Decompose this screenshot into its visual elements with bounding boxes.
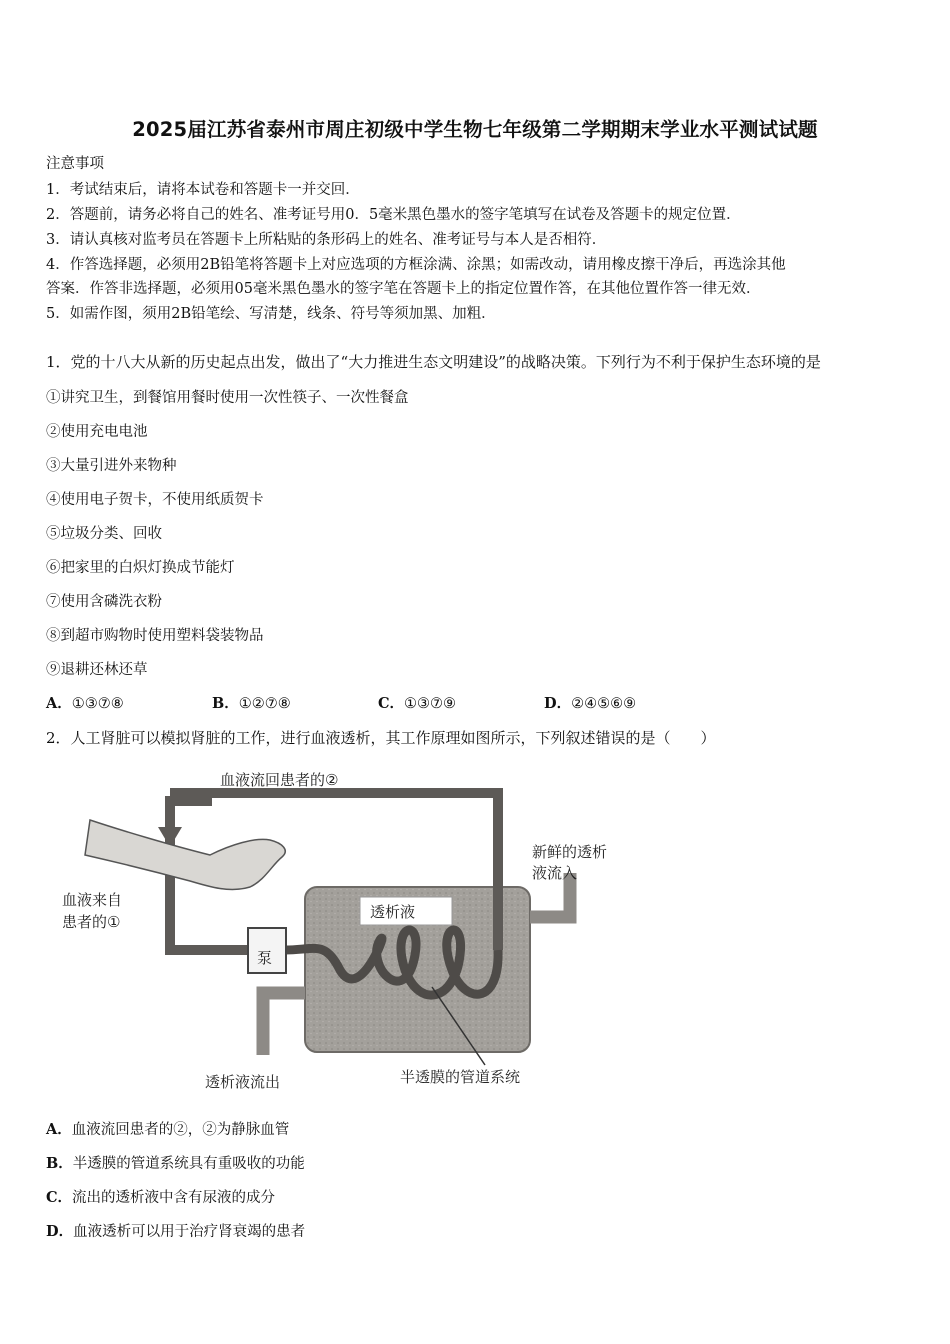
label-fresh-2: 液流入 [532, 864, 578, 882]
option-c[interactable]: C．流出的透析液中含有尿液的成分 [46, 1189, 276, 1206]
notice-item: 5．如需作图，须用2B铅笔绘、写清楚，线条、符号等须加黑、加粗． [46, 306, 496, 322]
option-a[interactable]: A．血液流回患者的②，②为静脉血管 [46, 1121, 290, 1138]
notice-item: 答案．作答非选择题，必须用05毫米黑色墨水的签字笔在答题卡上的指定位置作答，在其他位置作答一律无效． [46, 281, 761, 297]
label-membrane: 半透膜的管道系统 [400, 1068, 521, 1086]
question-1-item: ⑧到超市购物时使用塑料袋装物品 [46, 628, 264, 644]
notice-heading: 注意事项 [46, 156, 104, 172]
question-1-item: ②使用充电电池 [46, 424, 148, 440]
question-1-item: ⑥把家里的白炽灯换成节能灯 [46, 560, 235, 576]
question-1-item: ⑨退耕还林还草 [46, 662, 148, 678]
question-1-item: ④使用电子贺卡，不使用纸质贺卡 [46, 492, 264, 508]
question-1-stem: 1．党的十八大从新的历史起点出发，做出了“大力推进生态文明建设”的战略决策。下列行为不利于保护生态环境的是 [46, 353, 821, 371]
notice-item: 3．请认真核对监考员在答题卡上所粘贴的条形码上的姓名、准考证号与本人是否相符． [46, 232, 607, 248]
option-c[interactable]: C．①③⑦⑨ [378, 695, 457, 712]
question-2-stem: 2．人工肾脏可以模拟肾脏的工作，进行血液透析，其工作原理如图所示，下列叙述错误的是（ ） [46, 729, 716, 747]
dialysis-diagram [60, 765, 640, 1095]
label-dialysate: 透析液 [370, 903, 416, 921]
question-1-options [46, 692, 710, 713]
notice-item: 1．考试结束后，请将本试卷和答题卡一并交回． [46, 182, 360, 198]
label-fresh-1: 新鲜的透析 [532, 843, 608, 861]
page-title: 2025届江苏省泰州市周庄初级中学生物七年级第二学期期末学业水平测试试题 [132, 118, 818, 141]
option-a[interactable]: A．①③⑦⑧ [46, 695, 124, 712]
label-blood-from-2: 患者的① [62, 913, 121, 931]
outlet-pipe [263, 993, 305, 1055]
option-b[interactable]: B．半透膜的管道系统具有重吸收的功能 [46, 1155, 305, 1172]
notice-item: 4．作答选择题，必须用2B铅笔将答题卡上对应选项的方框涂满、涂黑；如需改动，请用橡皮擦干净后，再选涂其他 [46, 257, 786, 273]
label-outflow: 透析液流出 [205, 1073, 281, 1091]
question-1-item: ⑤垃圾分类、回收 [46, 526, 162, 542]
question-1-item: ③大量引进外来物种 [46, 458, 177, 474]
question-1-item: ①讲究卫生，到餐馆用餐时使用一次性筷子、一次性餐盒 [46, 390, 409, 406]
option-b[interactable]: B．①②⑦⑧ [212, 695, 291, 712]
question-1-item: ⑦使用含磷洗衣粉 [46, 594, 162, 610]
option-d[interactable]: D．②④⑤⑥⑨ [544, 695, 637, 712]
label-pump: 泵 [257, 949, 273, 967]
label-blood-return: 血液流回患者的② [220, 771, 339, 789]
hand-icon [85, 820, 285, 889]
notice-item: 2．答题前，请务必将自己的姓名、准考证号用0．5毫米黑色墨水的签字笔填写在试卷及答题卡的规定位置． [46, 207, 741, 223]
option-d[interactable]: D．血液透析可以用于治疗肾衰竭的患者 [46, 1223, 306, 1240]
label-blood-from-1: 血液来自 [62, 891, 123, 909]
